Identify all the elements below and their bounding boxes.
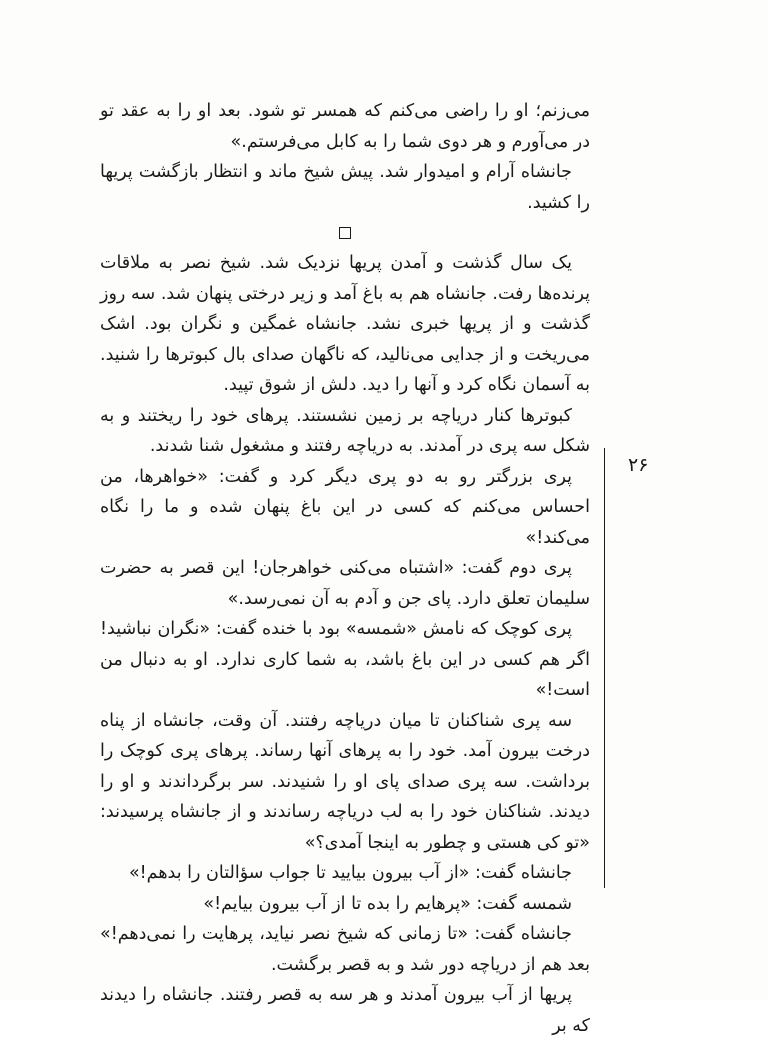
paragraph: جانشاه گفت: «از آب بیرون بیایید تا جواب سؤالتان را بدهم!» <box>128 863 572 883</box>
paragraph: سه پری شناکنان تا میان دریاچه رفتند. آن وقت، جانشاه از پناه درخت بیرون آمد. خود را به پرهای آنها رساند. پرهای پری کوچک را برداشت. سه پری صدای پای او را شنیدند. سر برگرداندند و او را دیدند. شناکنان خود را به لب دریاچه رساندند و از جانشاه پرسیدند: «تو کی هستی و چطور به اینجا آمدی؟» <box>100 710 590 853</box>
paragraph: جانشاه گفت: «تا زمانی که شیخ نصر نیاید، پرهایت را نمی‌دهم!» بعد هم از دریاچه دور شد و به قصر برگشت. <box>100 924 590 975</box>
paragraph: پری کوچک که نامش «شمسه» بود با خنده گفت: «نگران نباشید! اگر هم کسی در این باغ باشد، به شما کاری ندارد. او به دنبال من است!» <box>100 619 590 700</box>
paragraph: یک سال گذشت و آمدن پریها نزدیک شد. شیخ نصر به ملاقات پرنده‌ها رفت. جانشاه هم به باغ آمد و زیر درختی پنهان شد. سه روز گذشت و از پریها خبری نشد. جانشاه غمگین و نگران بود. اشک می‌ریخت و از جدایی می‌نالید، که ناگهان صدای بال کبوترها را شنید. به آسمان نگاه کرد و آنها را دید. دلش از شوق تپید. <box>100 253 590 395</box>
margin-rule <box>604 448 605 888</box>
paragraph: پریها از آب بیرون آمدند و هر سه به قصر رفتند. جانشاه را دیدند که بر <box>100 985 590 1036</box>
paragraph: پری دوم گفت: «اشتباه می‌کنی خواهرجان! این قصر به حضرت سلیمان تعلق دارد. پای جن و آدم به آن نمی‌رسد.» <box>100 558 590 609</box>
paragraph: شمسه گفت: «پرهایم را بده تا از آب بیرون بیایم!» <box>203 893 572 914</box>
paragraph: پری بزرگتر رو به دو پری دیگر کرد و گفت: «خواهرها، من احساس می‌کنم که کسی در این باغ پنهان شده و ما را نگاه می‌کند!» <box>100 466 590 548</box>
paragraph: کبوترها کنار دریاچه بر زمین نشستند. پرهای خود را ریختند و به شکل سه پری در آمدند. به دریاچه رفتند و مشغول شنا شدند. <box>100 405 590 456</box>
square-icon <box>339 227 351 239</box>
section-break-marker <box>100 218 590 248</box>
text-column <box>100 96 590 1041</box>
paragraph-continued: می‌زنم؛ او را راضی می‌کنم که همسر تو شود. بعد او را به عقد تو در می‌آورم و هر دوی شما را به کابل می‌فرستم.» <box>100 101 590 152</box>
paragraph: جانشاه آرام و امیدوار شد. پیش شیخ ماند و انتظار بازگشت پریها را کشید. <box>100 162 590 213</box>
page-number: ۲۶ <box>628 454 649 476</box>
